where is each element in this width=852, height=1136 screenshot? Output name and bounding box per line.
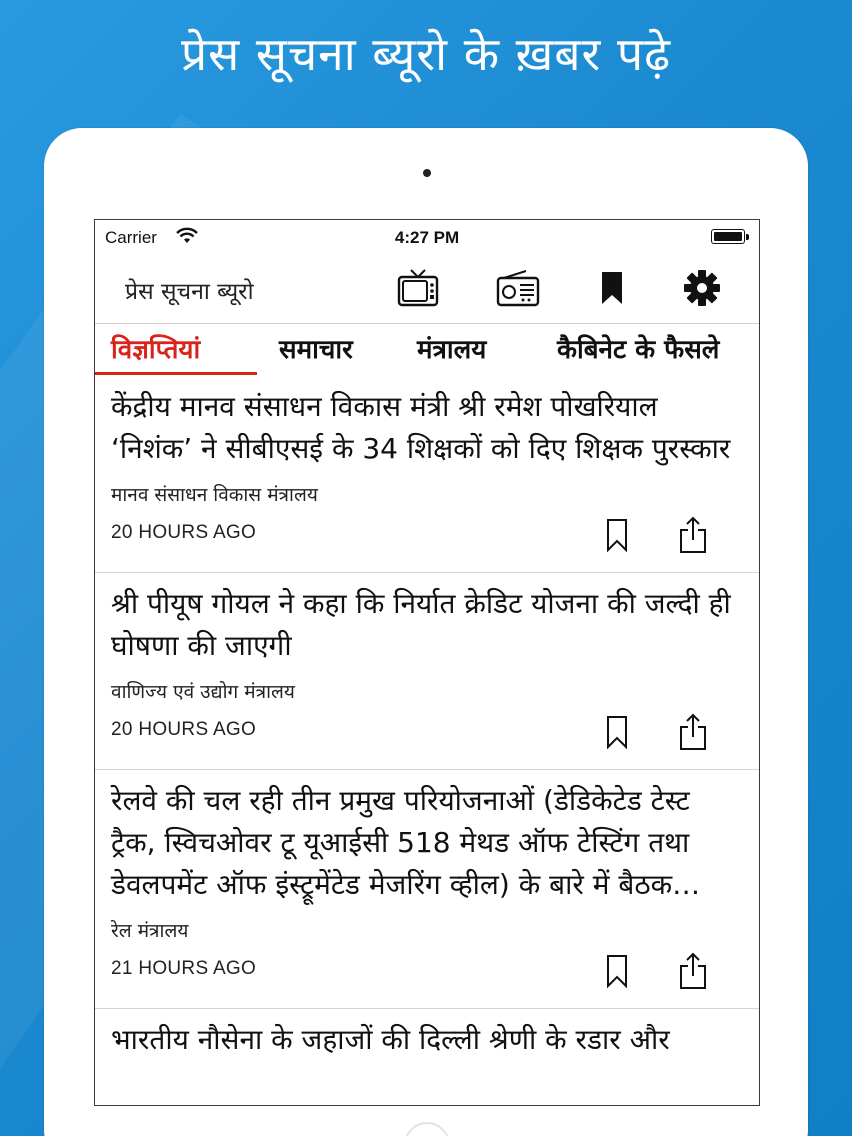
tab-mantralay[interactable]: मंत्रालय xyxy=(417,335,487,365)
share-icon[interactable] xyxy=(677,711,709,753)
article-headline[interactable]: रेलवे की चल रही तीन प्रमुख परियोजनाओं (डेडिकेटेड टेस्ट ट्रैक, स्विचओवर टू यूआईसी 518 मेथड ऑफ टेस्टिंग तथा डेवलपमेंट ऑफ इंस्ट्रूमेंटेड मेजरिंग व्हील) के बारे में बैठक… xyxy=(111,784,701,901)
article-time: 21 HOURS AGO xyxy=(111,958,257,979)
promo-title: प्रेस सूचना ब्यूरो के ख़बर पढ़े xyxy=(180,27,671,81)
active-tab-indicator xyxy=(95,372,257,375)
bookmark-icon[interactable] xyxy=(601,514,633,556)
article-headline[interactable]: भारतीय नौसेना के जहाजों की दिल्ली श्रेणी के रडार और xyxy=(111,1023,670,1056)
bookmark-icon[interactable] xyxy=(601,711,633,753)
battery-icon xyxy=(711,229,745,244)
list-item[interactable] xyxy=(95,1009,759,1056)
radio-icon[interactable] xyxy=(495,266,541,310)
nav-bar xyxy=(95,254,759,324)
status-time: 4:27 PM xyxy=(394,228,460,247)
tab-vigyaptiyan[interactable]: विज्ञप्तियां xyxy=(111,335,201,365)
list-item[interactable] xyxy=(95,573,759,770)
gear-icon[interactable] xyxy=(679,266,725,310)
article-ministry: मानव संसाधन विकास मंत्रालय xyxy=(111,484,318,506)
article-time: 20 HOURS AGO xyxy=(111,719,257,740)
list-item[interactable] xyxy=(95,770,759,1009)
tab-samachar[interactable]: समाचार xyxy=(279,335,353,365)
tab-cabinet-decisions[interactable]: कैबिनेट के फैसले xyxy=(557,335,720,365)
tv-icon[interactable] xyxy=(395,266,441,310)
article-headline[interactable]: केंद्रीय मानव संसाधन विकास मंत्री श्री रमेश पोखरियाल ‘निशंक’ ने सीबीएसई के 34 शिक्षकों को दिए शिक्षक पुरस्कार xyxy=(111,390,731,465)
news-feed xyxy=(95,376,759,1056)
list-item[interactable] xyxy=(95,376,759,573)
category-tabs xyxy=(95,324,759,376)
carrier-label: Carrier xyxy=(105,228,157,247)
status-bar xyxy=(95,220,759,254)
bookmark-icon[interactable] xyxy=(601,950,633,992)
bookmark-filled-icon[interactable] xyxy=(589,266,635,310)
article-time: 20 HOURS AGO xyxy=(111,522,257,543)
share-icon[interactable] xyxy=(677,950,709,992)
article-headline[interactable]: श्री पीयूष गोयल ने कहा कि निर्यात क्रेडिट योजना की जल्दी ही घोषणा की जाएगी xyxy=(111,587,731,662)
tablet-camera xyxy=(423,169,431,177)
app-title: प्रेस सूचना ब्यूरो xyxy=(125,279,254,305)
article-ministry: रेल मंत्रालय xyxy=(111,920,189,942)
article-ministry: वाणिज्य एवं उद्योग मंत्रालय xyxy=(111,681,295,703)
app-screen xyxy=(94,219,760,1106)
share-icon[interactable] xyxy=(677,514,709,556)
